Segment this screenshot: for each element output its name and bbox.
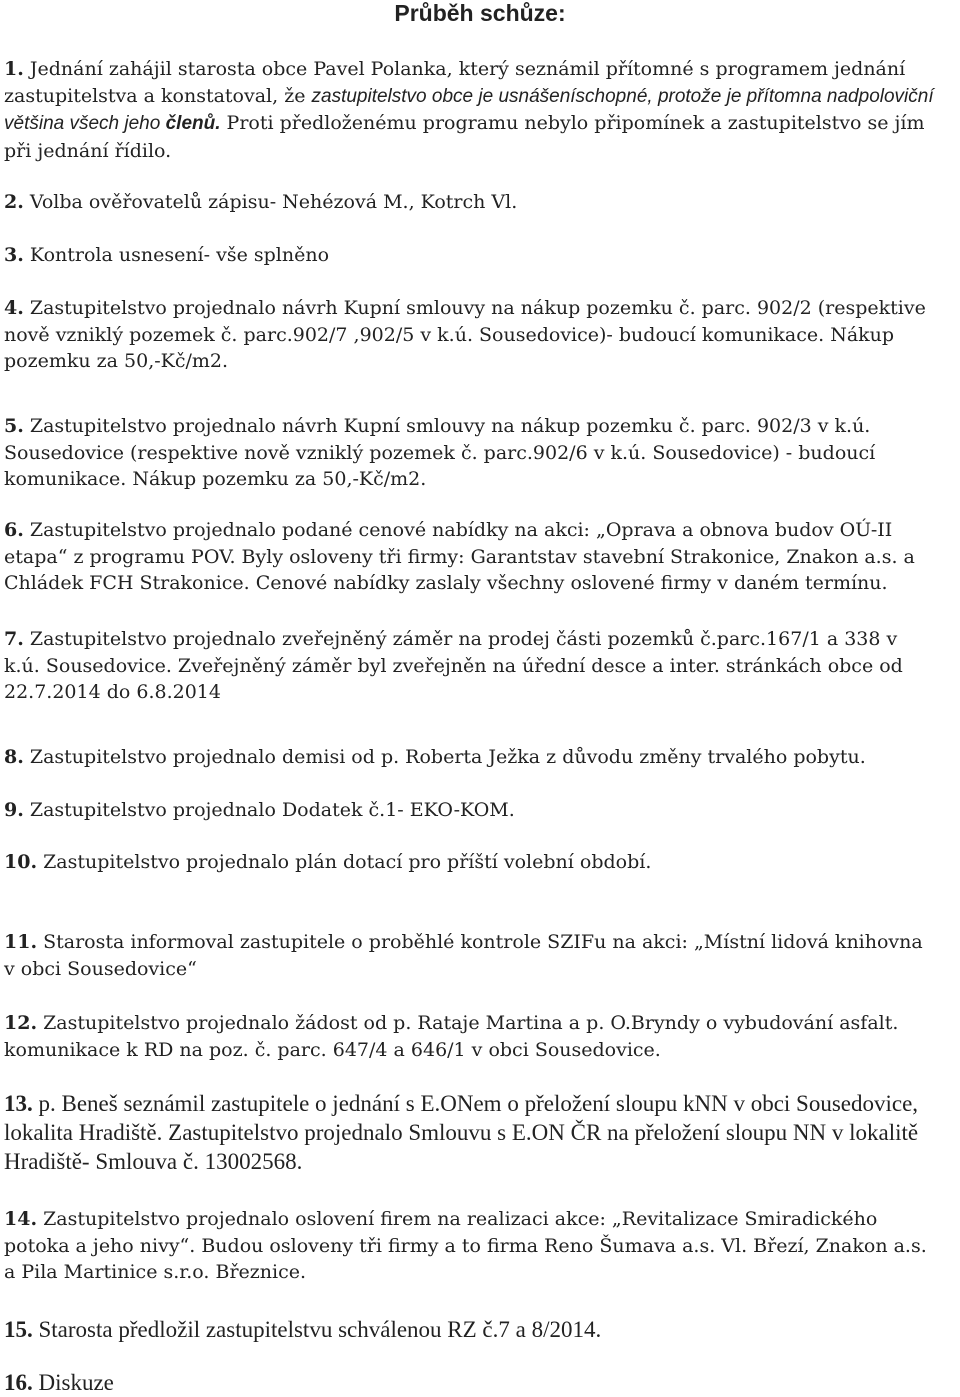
agenda-item-6 — [4, 517, 936, 597]
agenda-item-15 — [4, 1315, 936, 1344]
item-text: Zastupitelstvo projednalo zveřejněný záměr na prodej části pozemků č.parc.167/1 a 338 v k.ú. Sousedovice. Zveřejněný záměr byl zveřejněn na úřední desce a inter. stránkách obce od 22.7.2014 do 6.8.2014 — [4, 628, 903, 703]
agenda-item-9 — [4, 797, 936, 824]
item-text: Starosta předložil zastupitelstvu schválenou RZ č.7 a 8/2014. — [38, 1317, 602, 1342]
item-text: Zastupitelstvo projednalo plán dotací pro příští volební období. — [43, 851, 652, 873]
agenda-item-14 — [4, 1206, 936, 1286]
agenda-item-13 — [4, 1089, 936, 1176]
agenda-item-8 — [4, 744, 936, 771]
item-text: Jednání zahájil starosta obce Pavel Polanka, který seznámil přítomné s programem jednání zastupitelstva a konstatoval, že — [4, 58, 906, 107]
item-text: Zastupitelstvo projednalo oslovení firem na realizaci akce: „Revitalizace Smiradického potoka a jeho nivy“. Budou osloveny tři firmy a to firma Reno Šumava a.s. Vl. Březí, Znakon a.s. a Pila Martinice s.r.o. Březnice. — [4, 1208, 927, 1283]
item-number: 11. — [4, 931, 38, 953]
item-number: 12. — [4, 1012, 38, 1034]
agenda-item-12 — [4, 1010, 936, 1063]
item-text: Diskuze — [38, 1370, 114, 1395]
item-number: 2. — [4, 191, 24, 213]
item-text: Zastupitelstvo projednalo žádost od p. Rataje Martina a p. O.Bryndy o vybudování asfalt. komunikace k RD na poz. č. parc. 647/4 a 646/1 v obci Sousedovice. — [4, 1012, 899, 1061]
agenda-item-2 — [4, 189, 936, 216]
item-text: Zastupitelstvo projednalo podané cenové nabídky na akci: „Oprava a obnova budov OÚ-II etapa“ z programu POV. Byly osloveny tři firmy: Garantstav stavební Strakonice, Znakon a.s. a Chládek FCH Strakonice. Cenové nabídky zaslaly všechny oslovené firmy v daném termínu. — [4, 519, 915, 594]
agenda-item-3 — [4, 242, 936, 269]
item-number: 7. — [4, 628, 24, 650]
item-number: 13. — [4, 1091, 33, 1116]
item-number: 14. — [4, 1208, 38, 1230]
item-number: 9. — [4, 799, 24, 821]
agenda-item-5 — [4, 413, 936, 493]
agenda-item-1 — [4, 56, 936, 164]
item-number: 3. — [4, 244, 24, 266]
item-text-continued: o přeložení sloupu kNN v obci Sousedovice, lokalita Hradiště. Zastupitelstvo projednalo Smlouvu s E.ON ČR na přeložení sloupu NN v lokalitě Hradiště- Smlouva č. 13002568. — [4, 1091, 919, 1174]
item-text: Starosta informoval zastupitele o proběhlé kontrole SZIFu na akci: „Místní lidová knihovna v obci Sousedovice“ — [4, 931, 923, 980]
item-text: Zastupitelstvo projednalo návrh Kupní smlouvy na nákup pozemku č. parc. 902/3 v k.ú. Sousedovice (respektive nově vzniklý pozemek č. parc.902/6 v k.ú. Sousedovice) - budoucí komunikace. Nákup pozemku za 50,-Kč/m2. — [4, 415, 876, 490]
item-text-continued: Proti předloženému programu nebylo připomínek a zastupitelstvo se jím při jednání řídilo. — [4, 112, 925, 162]
item-number: 4. — [4, 297, 24, 319]
item-number: 16. — [4, 1370, 33, 1395]
item-number: 6. — [4, 519, 24, 541]
item-text: Zastupitelstvo projednalo návrh Kupní smlouvy na nákup pozemku č. parc. 902/2 (respektive nově vzniklý pozemek č. parc.902/7 ,902/5 v k.ú. Sousedovice)- budoucí komunikace. Nákup pozemku za 50,-Kč/m2. — [4, 297, 926, 372]
item-text: Zastupitelstvo projednalo demisi od p. Roberta Ježka z důvodu změny trvalého pobytu. — [29, 746, 866, 768]
item-number: 5. — [4, 415, 24, 437]
agenda-item-10 — [4, 849, 936, 876]
item-text: Volba ověřovatelů zápisu- Nehézová M., Kotrch Vl. — [29, 191, 518, 213]
item-number: 8. — [4, 746, 24, 768]
item-number: 15. — [4, 1317, 33, 1342]
agenda-item-7 — [4, 626, 936, 706]
item-text-italic: zastupitelstvo obce je usnášeníschopné, protože je přítomna nadpoloviční většina všech jeho členů. — [4, 85, 934, 134]
item-number: 10. — [4, 851, 38, 873]
item-number: 1. — [4, 58, 24, 80]
item-text: Kontrola usnesení- vše splněno — [29, 244, 330, 266]
item-text: Zastupitelstvo projednalo Dodatek č.1- EKO-KOM. — [29, 799, 515, 821]
document-title: Průběh schůze: — [394, 0, 566, 26]
agenda-item-4 — [4, 295, 936, 375]
agenda-item-11 — [4, 929, 936, 982]
item-text: p. Beneš seznámil zastupitele o jednání s E.ONem — [38, 1091, 508, 1116]
